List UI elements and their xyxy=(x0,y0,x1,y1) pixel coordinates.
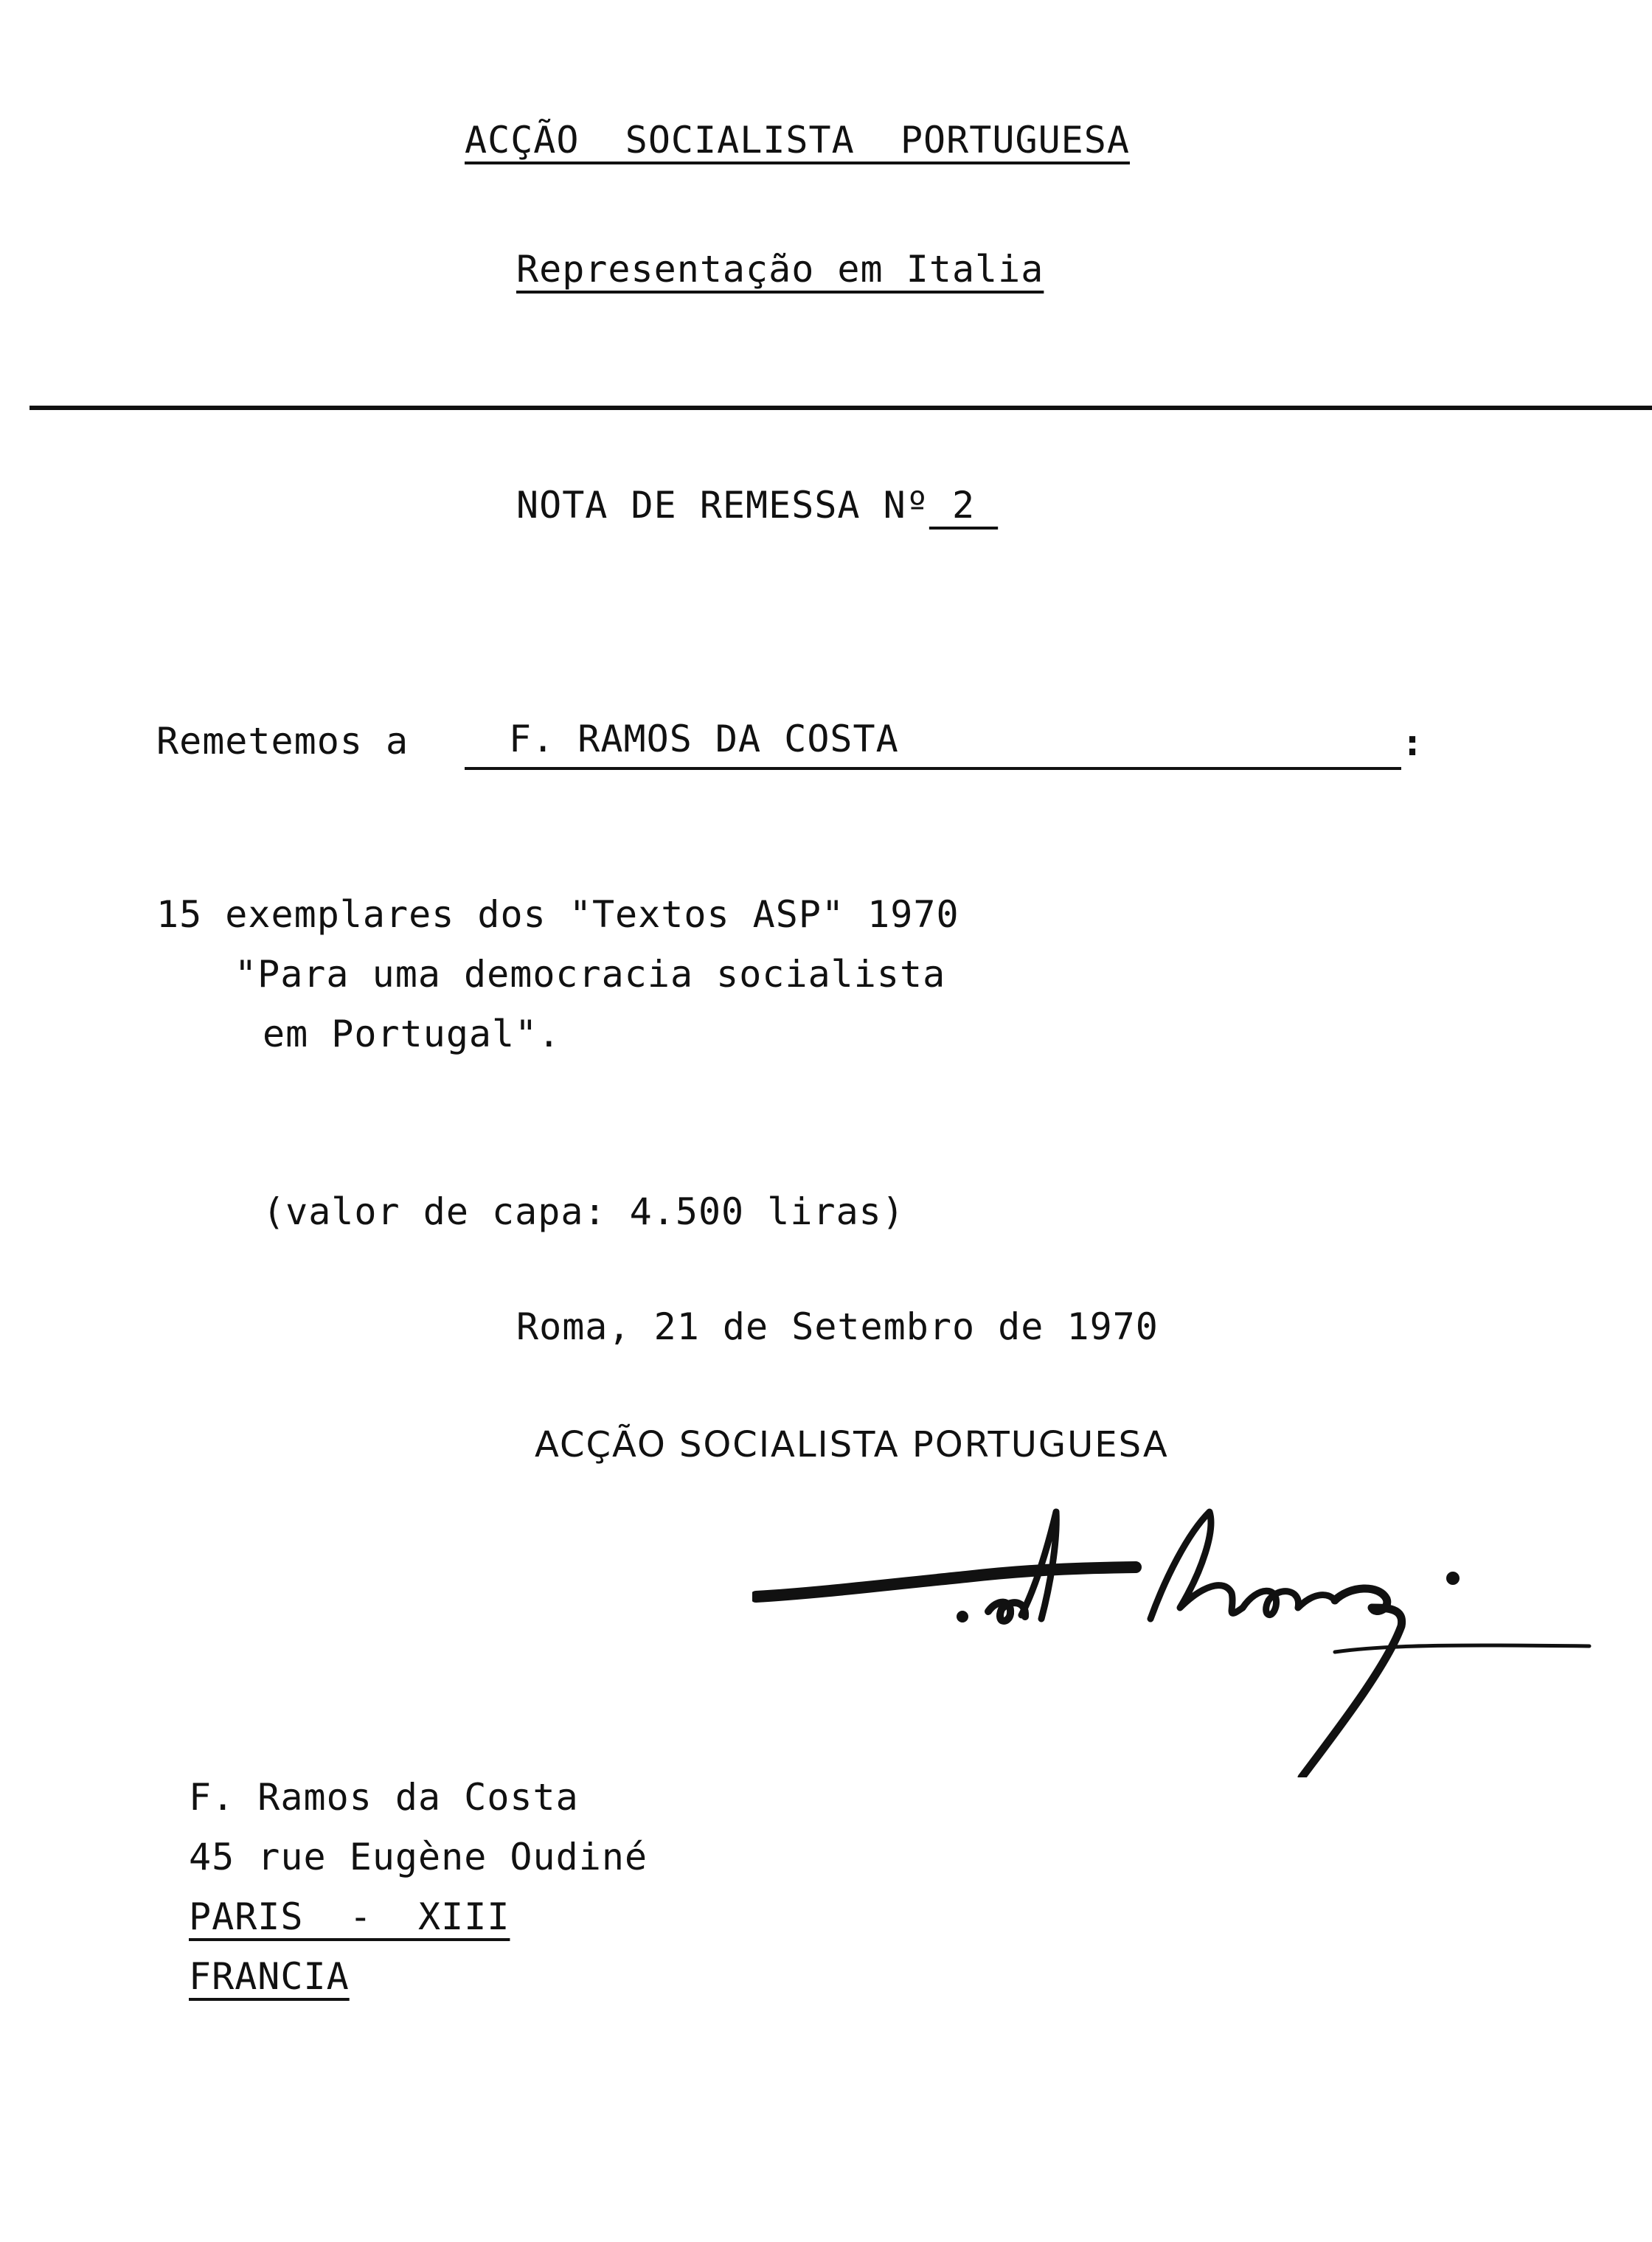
address-name: F. Ramos da Costa xyxy=(189,1776,579,1819)
recipient-colon: : xyxy=(1401,721,1425,764)
representation-subtitle: Representação em Italia xyxy=(516,248,1044,291)
note-number: 2 xyxy=(929,484,999,527)
recipient-underline xyxy=(465,767,1401,770)
address-country: FRANCIA xyxy=(189,1955,350,1998)
items-line-1: 15 exemplares dos "Textos ASP" 1970 xyxy=(156,893,959,936)
address-city: PARIS - XIII xyxy=(189,1895,510,1938)
place-date: Roma, 21 de Setembro de 1970 xyxy=(516,1305,1159,1348)
cover-price: (valor de capa: 4.500 liras) xyxy=(263,1190,905,1233)
address-street: 45 rue Eugène Oudiné xyxy=(189,1836,648,1878)
header-divider xyxy=(30,406,1652,410)
note-title-prefix: NOTA DE REMESSA Nº xyxy=(516,484,929,527)
items-line-3: em Portugal". xyxy=(263,1013,561,1055)
recipient-label: Remetemos a xyxy=(156,720,409,763)
recipient-name: F. RAMOS DA COSTA xyxy=(509,718,899,760)
organization-stamp: ACÇÃO SOCIALISTA PORTUGUESA xyxy=(535,1424,1169,1465)
organization-title: ACÇÃO SOCIALISTA PORTUGUESA xyxy=(465,119,1130,162)
handwritten-signature xyxy=(752,1497,1593,1777)
items-line-2: "Para uma democracia socialista xyxy=(235,953,946,996)
note-title xyxy=(516,484,999,527)
